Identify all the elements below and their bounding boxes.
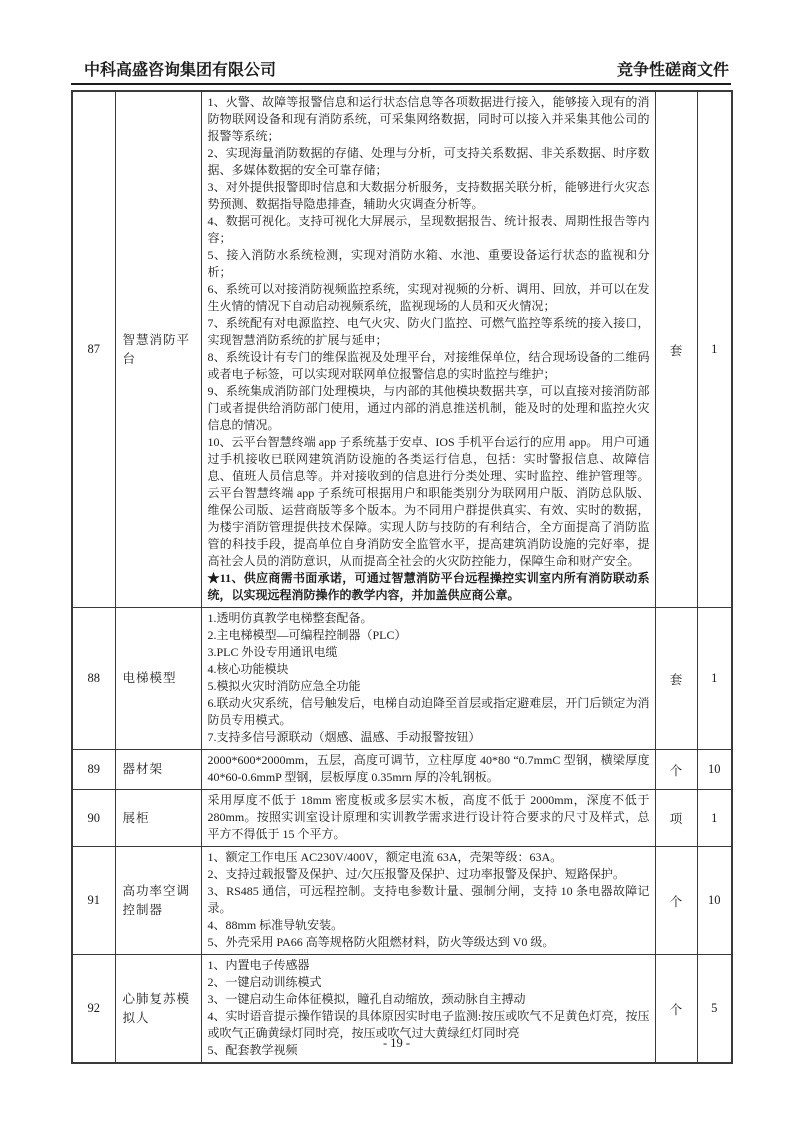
table-row xyxy=(72,750,732,790)
item-number-cell: 90 xyxy=(72,790,115,847)
item-description-cell xyxy=(201,91,655,608)
description-paragraph: 9、系统集成消防部门处理模块，与内部的其他模块数据共享，可以直接对接消防部门或者提供给消防部门使用，通过内部的消息推送机制，能及时的处理和监控火灾信息的情况。 xyxy=(207,384,650,432)
description-paragraph: 3.PLC 外设专用通讯电缆 xyxy=(207,645,338,659)
item-name-cell: 心肺复苏模拟人 xyxy=(115,955,201,1064)
description-paragraph: 采用厚度不低于 18mm 密度板或多层实木板，高度不低于 2000mm，深度不低于 280mm。按照实训室设计原理和实训教学需求进行设计符合要求的尺寸及样式，总平方不得低于 15 个平方。 xyxy=(207,793,650,841)
item-unit-cell: 个 xyxy=(655,750,697,790)
description-paragraph: 4.核心功能模块 xyxy=(207,662,289,676)
item-name-cell: 智慧消防平台 xyxy=(115,91,201,608)
description-paragraph: 2.主电梯模型—可编程控制器（PLC） xyxy=(207,628,407,642)
item-number-cell: 92 xyxy=(72,955,115,1064)
description-paragraph: 1、内置电子传感器 xyxy=(207,958,310,972)
description-paragraph: 1、额定工作电压 AC230V/400V，额定电流 63A，壳架等级：63A。 xyxy=(207,850,563,864)
item-number-cell: 89 xyxy=(72,750,115,790)
description-paragraph: 3、对外提供报警即时信息和大数据分析服务，支持数据关联分析，能够进行火灾态势预测、数据指导隐患排查，辅助火灾调查分析等。 xyxy=(207,180,650,211)
description-paragraph: 2、一键启动训练模式 xyxy=(207,975,322,989)
item-name-cell: 高功率空调控制器 xyxy=(115,847,201,955)
description-paragraph: 5、外壳采用 PA66 高等规格防火阻燃材料，防火等级达到 V0 级。 xyxy=(207,935,555,949)
description-paragraph: 2、实现海量消防数据的存储、处理与分析，可支持关系数据、非关系数据、时序数据、多媒体数据的安全可靠存储； xyxy=(207,146,650,177)
description-paragraph: 5.模拟火灾时消防应急全功能 xyxy=(207,679,361,693)
page-number: - 19 - xyxy=(382,1036,411,1050)
item-unit-cell: 个 xyxy=(655,847,697,955)
description-paragraph: 1.透明仿真教学电梯整套配备。 xyxy=(207,611,373,625)
item-number-cell: 91 xyxy=(72,847,115,955)
description-paragraph: 2000*600*2000mm，五层，高度可调节，立柱厚度 40*80 “0.7mmC 型钢，横梁厚度 40*60-0.6mmP 型钢，层板厚度 0.35mrn 厚的冷轧钢板。 xyxy=(207,753,650,784)
description-paragraph: 3、RS485 通信，可远程控制。支持电参数计量、强制分闸，支持 10 条电器故障记录。 xyxy=(207,884,650,915)
item-name-cell: 器材架 xyxy=(115,750,201,790)
item-quantity-cell: 1 xyxy=(697,790,732,847)
item-number-cell: 88 xyxy=(72,608,115,750)
description-paragraph: 4、实时语音提示操作错误的具体原因实时电子监测:按压或吹气不足黄色灯亮，按压或吹气正确黄绿灯同时亮，按压或吹气过大黄绿红灯同时亮 xyxy=(207,1009,650,1040)
description-paragraph: 1、火警、故障等报警信息和运行状态信息等各项数据进行接入，能够接入现有的消防物联网设备和现有消防系统，可采集网络数据，同时可以接入并采集其他公司的报警等系统； xyxy=(207,95,650,143)
item-description-cell xyxy=(201,608,655,750)
item-description-cell xyxy=(201,790,655,847)
description-paragraph: 4、数据可视化。支持可视化大屏展示，呈现数据报告、统计报表、周期性报告等内容； xyxy=(207,214,650,245)
description-paragraph: 7、系统配有对电源监控、电气火灾、防火门监控、可燃气监控等系统的接入接口，实现智慧消防系统的扩展与延申； xyxy=(207,316,650,347)
item-quantity-cell: 10 xyxy=(697,847,732,955)
doc-type-label: 竞争性磋商文件 xyxy=(616,62,729,79)
description-paragraph: 6、系统可以对接消防视频监控系统，实现对视频的分析、调用、回放，并可以在发生火情的情况下自动启动视频系统，监视现场的人员和灭火情况； xyxy=(207,282,650,313)
item-unit-cell: 项 xyxy=(655,790,697,847)
description-paragraph: 8、系统设计有专门的维保监视及处理平台，对接维保单位，结合现场设备的二维码或者电子标签，可以实现对联网单位报警信息的实时监控与维护； xyxy=(207,350,650,381)
item-unit-cell: 套 xyxy=(655,608,697,750)
table-row xyxy=(72,91,732,608)
description-paragraph: 3、一键启动生命体征模拟，瞳孔自动缩放，颈动脉自主搏动 xyxy=(207,992,526,1006)
item-quantity-cell: 1 xyxy=(697,608,732,750)
company-name: 中科高盛咨询集团有限公司 xyxy=(84,62,277,79)
item-quantity-cell: 5 xyxy=(697,955,732,1064)
table-row xyxy=(72,608,732,750)
item-unit-cell: 个 xyxy=(655,955,697,1064)
item-unit-cell: 套 xyxy=(655,91,697,608)
item-quantity-cell: 1 xyxy=(697,91,732,608)
table-row xyxy=(72,847,732,955)
description-paragraph: 10、云平台智慧终端 app 子系统基于安卓、IOS 手机平台运行的应用 app。 用户可通过手机接收已联网建筑消防设施的各类运行信息，包括：实时警报信息、故障信息、值班人员信息等。并对接收到的信息进行分类处理、实时监控、维护管理等。云平台智慧终端 app 子系统可根据用户和职能类别分为联网用户版、消防总队版、维保公司版、运营商版等多个版本。为不同用户群提供真实、有效、实时的数据，为楼宇消防管理提供技术保障。实现人防与技防的有利结合，全方面提高了消防监管的科技手段，提高单位自身消防安全监管水平，提高建筑消防设施的完好率，提高社会人员的消防意识，从而提高全社会的火灾防控能力，保障生命和财产安全。 xyxy=(207,435,650,568)
table-row xyxy=(72,790,732,847)
description-paragraph-bold: ★11、供应商需书面承诺，可通过智慧消防平台远程操控实训室内所有消防联动系统，以实现远程消防操作的教学内容，并加盖供应商公章。 xyxy=(207,571,650,602)
item-number-cell: 87 xyxy=(72,91,115,608)
description-paragraph: 4、88mm 标准导轨安装。 xyxy=(207,918,344,932)
description-paragraph: 5、配套教学视频 xyxy=(207,1043,298,1057)
page-footer xyxy=(0,1036,793,1051)
item-name-cell: 电梯模型 xyxy=(115,608,201,750)
item-name-cell: 展柜 xyxy=(115,790,201,847)
description-paragraph: 7.支持多信号源联动（烟感、温感、手动报警按钮） xyxy=(207,730,481,744)
equipment-spec-table xyxy=(71,90,733,1064)
description-paragraph: 2、支持过载报警及保护、过/欠压报警及保护、过功率报警及保护、短路保护。 xyxy=(207,867,625,881)
item-description-cell xyxy=(201,750,655,790)
description-paragraph: 5、接入消防水系统检测，实现对消防水箱、水池、重要设备运行状态的监视和分析； xyxy=(207,248,650,279)
description-paragraph: 6.联动火灾系统，信号触发后，电梯自动迫降至首层或指定避难层，开门后锁定为消防员专用模式。 xyxy=(207,696,650,727)
item-description-cell xyxy=(201,847,655,955)
item-quantity-cell: 10 xyxy=(697,750,732,790)
page-header xyxy=(71,57,731,85)
page-content xyxy=(71,57,731,1064)
